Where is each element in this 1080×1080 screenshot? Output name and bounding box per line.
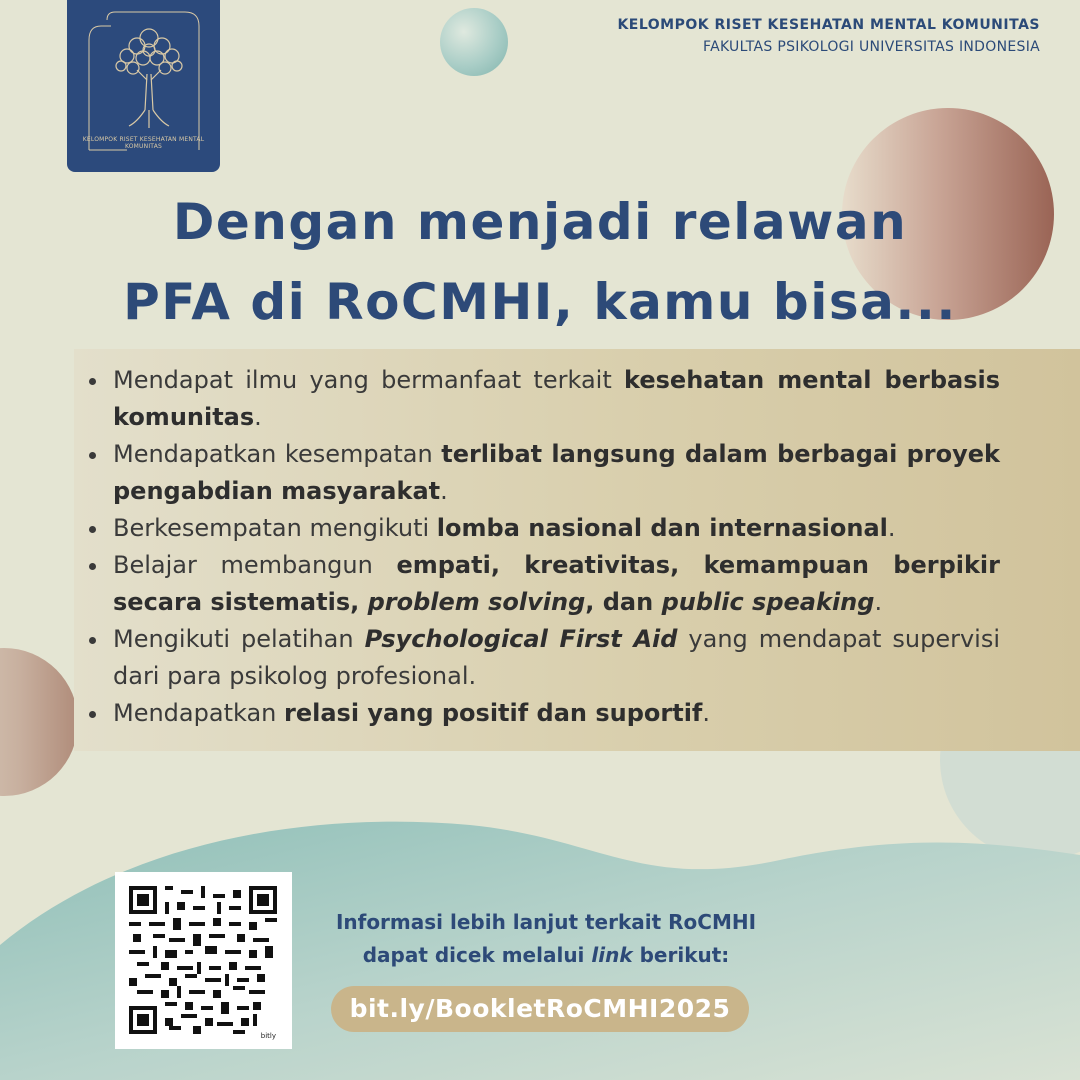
org-faculty: FAKULTAS PSIKOLOGI UNIVERSITAS INDONESIA — [703, 39, 1040, 55]
logo-caption: KELOMPOK RISET KESEHATAN MENTAL KOMUNITAS — [82, 136, 205, 150]
qr-bitly-mark: bitly — [260, 1032, 276, 1040]
qr-code-icon — [129, 886, 277, 1034]
list-item: Berkesempatan mengikuti lomba nasional dan internasional. — [84, 510, 1000, 547]
list-item: Belajar membangun empati, kreativitas, kemampuan berpikir secara sistematis, problem solving, dan public speaking. — [84, 547, 1000, 621]
decorative-circle-teal — [440, 8, 508, 76]
decorative-circle-left — [0, 648, 78, 796]
org-name: KELOMPOK RISET KESEHATAN MENTAL KOMUNITAS — [617, 17, 1040, 33]
info-line-1: Informasi lebih lanjut terkait RoCMHI — [335, 910, 757, 934]
info-line-2: dapat dicek melalui link berikut: — [362, 943, 730, 967]
list-item: Mendapatkan relasi yang positif dan suportif. — [84, 695, 1000, 732]
organization-logo — [67, 0, 220, 172]
title-line-1: Dengan menjadi relawan — [172, 193, 908, 251]
qr-code[interactable] — [115, 872, 292, 1049]
booklet-link[interactable]: bit.ly/BookletRoCMHI2025 — [331, 986, 749, 1032]
title-line-2: PFA di RoCMHI, kamu bisa... — [123, 273, 957, 331]
page-title — [0, 182, 1080, 342]
info-text — [296, 906, 796, 972]
list-item: Mendapatkan kesempatan terlibat langsung dalam berbagai proyek pengabdian masyarakat. — [84, 436, 1000, 510]
benefits-list — [84, 362, 1000, 732]
list-item: Mendapat ilmu yang bermanfaat terkait kesehatan mental berbasis komunitas. — [84, 362, 1000, 436]
list-item: Mengikuti pelatihan Psychological First Aid yang mendapat supervisi dari para psikolog profesional. — [84, 621, 1000, 695]
